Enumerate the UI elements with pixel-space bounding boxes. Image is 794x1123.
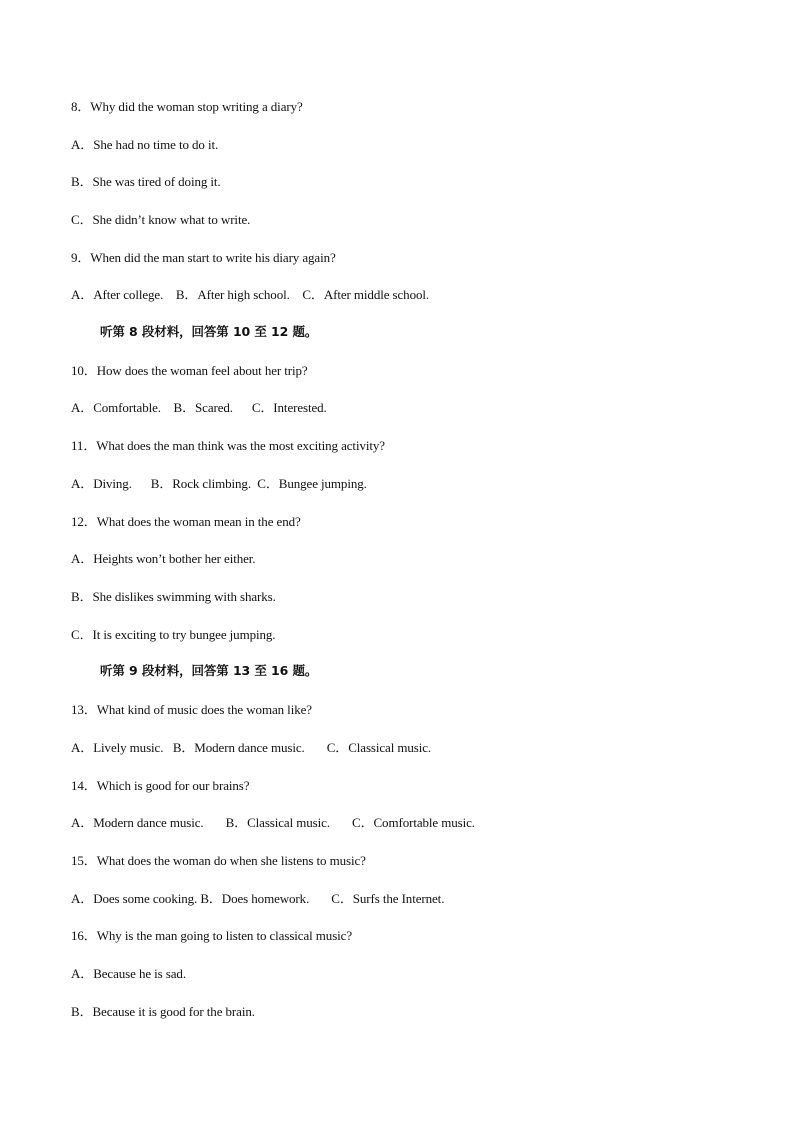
question-8-option-b: B．She was tired of doing it.	[71, 174, 221, 189]
question-9: 9．When did the man start to write his diary again?	[71, 250, 336, 265]
section-heading-9: 听第 9 段材料，回答第 13 至 16 题。	[100, 663, 318, 678]
question-8: 8．Why did the woman stop writing a diary?	[71, 99, 303, 114]
question-14: 14．Which is good for our brains?	[71, 778, 250, 793]
question-16: 16．Why is the man going to listen to classical music?	[71, 928, 353, 943]
question-12-option-c: C．It is exciting to try bungee jumping.	[71, 627, 276, 642]
question-8-option-c: C．She didn’t know what to write.	[71, 212, 251, 227]
question-16-option-b: B．Because it is good for the brain.	[71, 1004, 255, 1019]
question-15-options: A．Does some cooking. B．Does homework. C．Surfs the Internet.	[71, 891, 445, 906]
question-11-options: A．Diving. B．Rock climbing. C．Bungee jumping.	[71, 476, 367, 491]
question-15: 15．What does the woman do when she listens to music?	[71, 853, 366, 868]
question-13: 13．What kind of music does the woman like?	[71, 702, 312, 717]
question-12-option-a: A．Heights won’t bother her either.	[71, 551, 256, 566]
question-9-options: A．After college. B．After high school. C．After middle school.	[71, 287, 430, 302]
question-12: 12．What does the woman mean in the end?	[71, 514, 301, 529]
question-8-option-a: A．She had no time to do it.	[71, 137, 219, 152]
question-13-options: A．Lively music. B．Modern dance music. C．Classical music.	[71, 740, 432, 755]
question-10: 10．How does the woman feel about her trip?	[71, 363, 308, 378]
section-heading-8: 听第 8 段材料，回答第 10 至 12 题。	[100, 324, 318, 339]
question-10-options: A．Comfortable. B．Scared. C．Interested.	[71, 400, 327, 415]
question-11: 11．What does the man think was the most exciting activity?	[71, 438, 385, 453]
question-12-option-b: B．She dislikes swimming with sharks.	[71, 589, 276, 604]
question-14-options: A．Modern dance music. B．Classical music. C．Comfortable music.	[71, 815, 475, 830]
question-16-option-a: A．Because he is sad.	[71, 966, 186, 981]
